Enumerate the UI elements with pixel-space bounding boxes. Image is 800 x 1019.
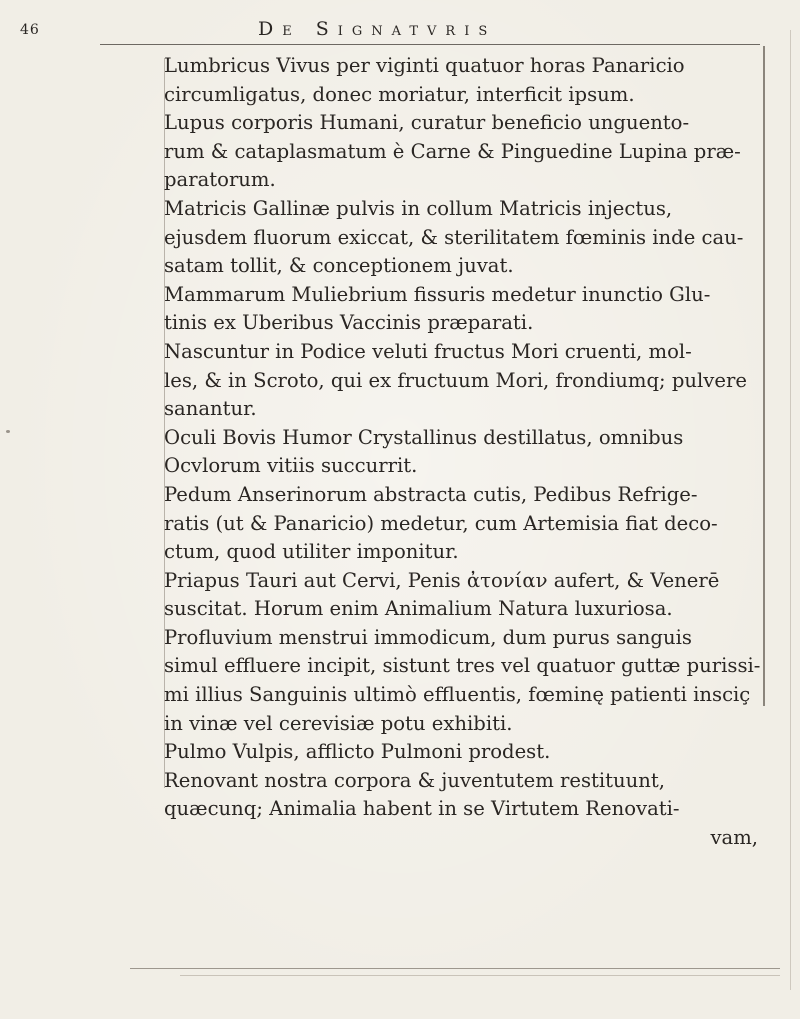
page-header bbox=[20, 18, 780, 44]
text-line: Ocvlorum vitiis succurrit. bbox=[164, 454, 418, 478]
bottom-rule-secondary bbox=[180, 975, 780, 976]
ink-smudge bbox=[6, 430, 10, 433]
text-line: tinis ex Uberibus Vaccinis præparati. bbox=[164, 311, 534, 335]
header-rule bbox=[100, 44, 760, 45]
text-line: Pedum Anserinorum abstracta cutis, Pedibus Refrige- bbox=[164, 482, 698, 506]
bottom-rule bbox=[130, 968, 780, 969]
text-line: Pulmo Vulpis, afflicto Pulmoni prodest. bbox=[164, 740, 551, 764]
text-line: mi illius Sanguinis ultimò effluentis, fœminę patienti insciç bbox=[164, 683, 751, 707]
text-line: quæcunq; Animalia habent in se Virtutem Renovati- bbox=[164, 797, 680, 821]
text-line: Priapus Tauri aut Cervi, Penis ἀτονίαν aufert, & Venerē bbox=[164, 568, 720, 592]
text-line: les, & in Scroto, qui ex fructuum Mori, frondiumq; pulvere bbox=[164, 368, 747, 392]
text-line: ratis (ut & Panaricio) medetur, cum Artemisia fiat deco- bbox=[164, 511, 718, 535]
text-line: Nascuntur in Podice veluti fructus Mori cruenti, mol- bbox=[164, 339, 692, 363]
text-line: rum & cataplasmatum è Carne & Pinguedine Lupina præ- bbox=[164, 139, 741, 163]
text-line: circumligatus, donec moriatur, interficit ipsum. bbox=[164, 82, 635, 106]
catchword: vam, bbox=[710, 826, 758, 850]
text-line: paratorum. bbox=[164, 168, 276, 192]
text-line: Oculi Bovis Humor Crystallinus destillatus, omnibus bbox=[164, 425, 684, 449]
text-line: Profluvium menstrui immodicum, dum purus sanguis bbox=[164, 625, 692, 649]
text-line: ctum, quod utiliter imponitur. bbox=[164, 540, 459, 564]
right-margin-rule bbox=[763, 46, 765, 706]
text-line: satam tollit, & conceptionem juvat. bbox=[164, 254, 514, 278]
text-line: sanantur. bbox=[164, 397, 257, 421]
text-line: Lupus corporis Humani, curatur beneficio unguento- bbox=[164, 111, 690, 135]
page-edge-rule bbox=[790, 30, 791, 990]
main-text-block bbox=[164, 52, 762, 853]
text-line: suscitat. Horum enim Animalium Natura luxuriosa. bbox=[164, 597, 673, 621]
page-number: 46 bbox=[20, 22, 40, 38]
text-line: Renovant nostra corpora & juventutem restituunt, bbox=[164, 768, 666, 792]
text-line: in vinæ vel cerevisiæ potu exhibiti. bbox=[164, 711, 513, 735]
text-line: Lumbricus Vivus per viginti quatuor horas Panaricio bbox=[164, 54, 685, 77]
text-line: ejusdem fluorum exiccat, & sterilitatem fœminis inde cau- bbox=[164, 225, 744, 249]
text-line: Mammarum Muliebrium fissuris medetur inunctio Glu- bbox=[164, 282, 711, 306]
text-line: simul effluere incipit, sistunt tres vel quatuor guttæ purissi- bbox=[164, 654, 761, 678]
text-line: Matricis Gallinæ pulvis in collum Matricis injectus, bbox=[164, 196, 673, 220]
running-head: De Signatvris bbox=[258, 18, 497, 40]
